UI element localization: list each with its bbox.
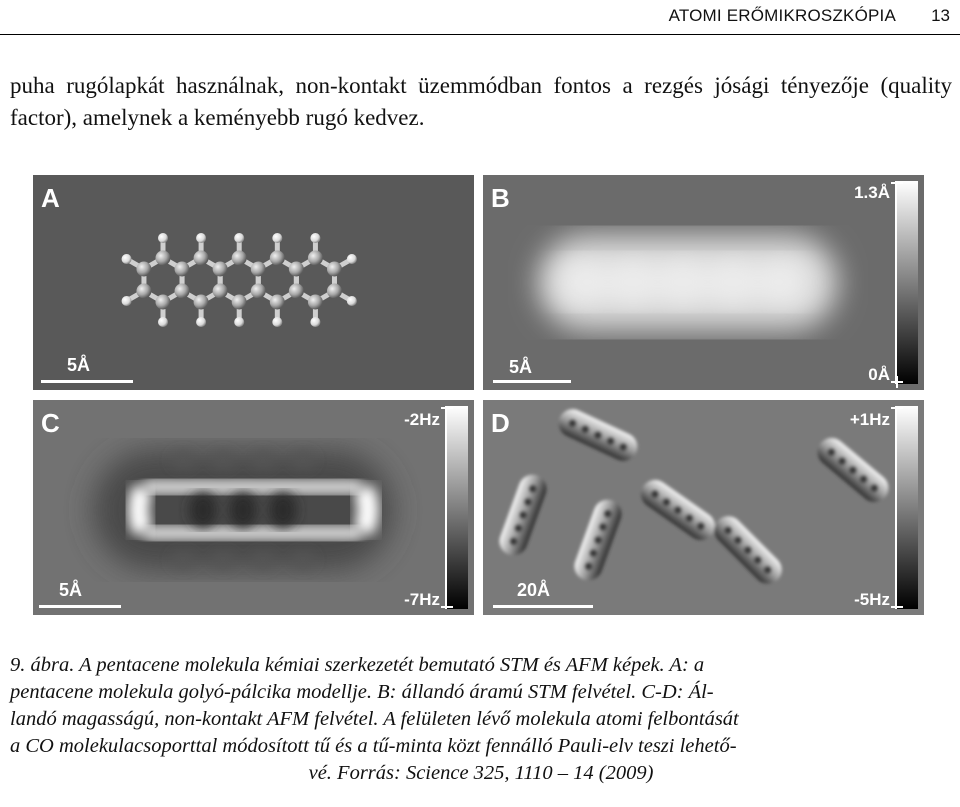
scale-label: 5Å <box>67 355 91 375</box>
stm-image <box>483 175 924 390</box>
caption-line: 9. ábra. A pentacene molekula kémiai szerkezetét bemutató STM és AFM képek. A: a <box>10 654 705 676</box>
caption-line: pentacene molekula golyó-pálcika modellje. B: állandó áramú STM felvétel. C-D: Ál- <box>10 681 714 703</box>
hydrogen-atom <box>196 317 206 327</box>
carbon-atom <box>251 262 266 277</box>
colorbar-bottom-label: 0Å <box>868 365 890 384</box>
hydrogen-atom <box>122 254 132 264</box>
caption-line: landó magasságú, non-kontakt AFM felvétel. A felületen lévő molekula atomi felbontását <box>10 708 739 730</box>
panel-a <box>33 175 474 390</box>
carbon-atom <box>327 262 342 277</box>
carbon-atom <box>156 295 171 310</box>
caption-line: a CO molekulacsoporttal módosított tű és a tű-minta közt fennálló Pauli-elv teszi lehető- <box>10 735 737 757</box>
panel-label: C <box>41 408 60 438</box>
running-title: ATOMI ERŐMIKROSZKÓPIA <box>668 6 896 25</box>
hydrogen-atom <box>122 296 132 306</box>
hydrogen-atom <box>347 254 357 264</box>
hydrogen-atom <box>234 317 244 327</box>
page-number: 13 <box>931 6 950 25</box>
colorbar-top-label: 1.3Å <box>854 183 890 202</box>
panel-c <box>33 400 474 615</box>
colorbar-top-label: +1Hz <box>849 410 890 429</box>
panel-label: D <box>491 408 510 438</box>
panel-d <box>483 400 924 615</box>
hydrogen-atom <box>272 233 282 243</box>
hydrogen-atom <box>347 296 357 306</box>
carbon-atom <box>213 284 228 299</box>
carbon-atom <box>136 262 151 277</box>
scale-label: 5Å <box>59 580 83 600</box>
caption-source-line: vé. Forrás: Science 325, 1110 – 14 (2009) <box>308 762 654 784</box>
colorbar-bottom-label: -5Hz <box>854 590 890 609</box>
carbon-atom <box>175 284 190 299</box>
carbon-atom <box>194 251 209 266</box>
figure-9 <box>33 175 927 616</box>
carbon-atom <box>232 295 247 310</box>
carbon-atom <box>232 251 247 266</box>
hydrogen-atom <box>196 233 206 243</box>
figure-caption <box>10 652 952 787</box>
hydrogen-atom <box>234 233 244 243</box>
panel-b <box>483 175 924 390</box>
scale-bar <box>493 380 571 383</box>
scale-label: 20Å <box>517 580 551 600</box>
carbon-atom <box>251 284 266 299</box>
carbon-atom <box>194 295 209 310</box>
hydrogen-atom <box>158 317 168 327</box>
carbon-atom <box>156 251 171 266</box>
pentacene-ball-stick-model <box>33 175 474 390</box>
colorbar-top-label: -2Hz <box>404 410 440 429</box>
carbon-atom <box>270 251 285 266</box>
colorbar-bottom-label: -7Hz <box>404 590 440 609</box>
body-paragraph: puha rugólapkát használnak, non-kontakt üzemmódban fontos a rezgés jósági tényezője (quality factor), amelynek a keményebb rugó kedvez. <box>10 73 952 130</box>
panel-label: A <box>41 183 60 213</box>
hydrogen-atom <box>272 317 282 327</box>
carbon-atom <box>270 295 285 310</box>
hydrogen-atom <box>158 233 168 243</box>
hydrogen-atom <box>310 317 320 327</box>
hydrogen-atom <box>310 233 320 243</box>
scale-label: 5Å <box>509 357 533 377</box>
carbon-atom <box>136 284 151 299</box>
carbon-atom <box>289 262 304 277</box>
carbon-atom <box>308 251 323 266</box>
carbon-atom <box>308 295 323 310</box>
carbon-atom <box>289 284 304 299</box>
scale-bar <box>41 380 133 383</box>
carbon-atom <box>327 284 342 299</box>
page-header <box>0 0 960 35</box>
carbon-atom <box>175 262 190 277</box>
carbon-atom <box>213 262 228 277</box>
afm-image-c <box>33 400 474 615</box>
scale-bar <box>39 605 121 608</box>
scale-bar <box>493 605 593 608</box>
panel-label: B <box>491 183 510 213</box>
